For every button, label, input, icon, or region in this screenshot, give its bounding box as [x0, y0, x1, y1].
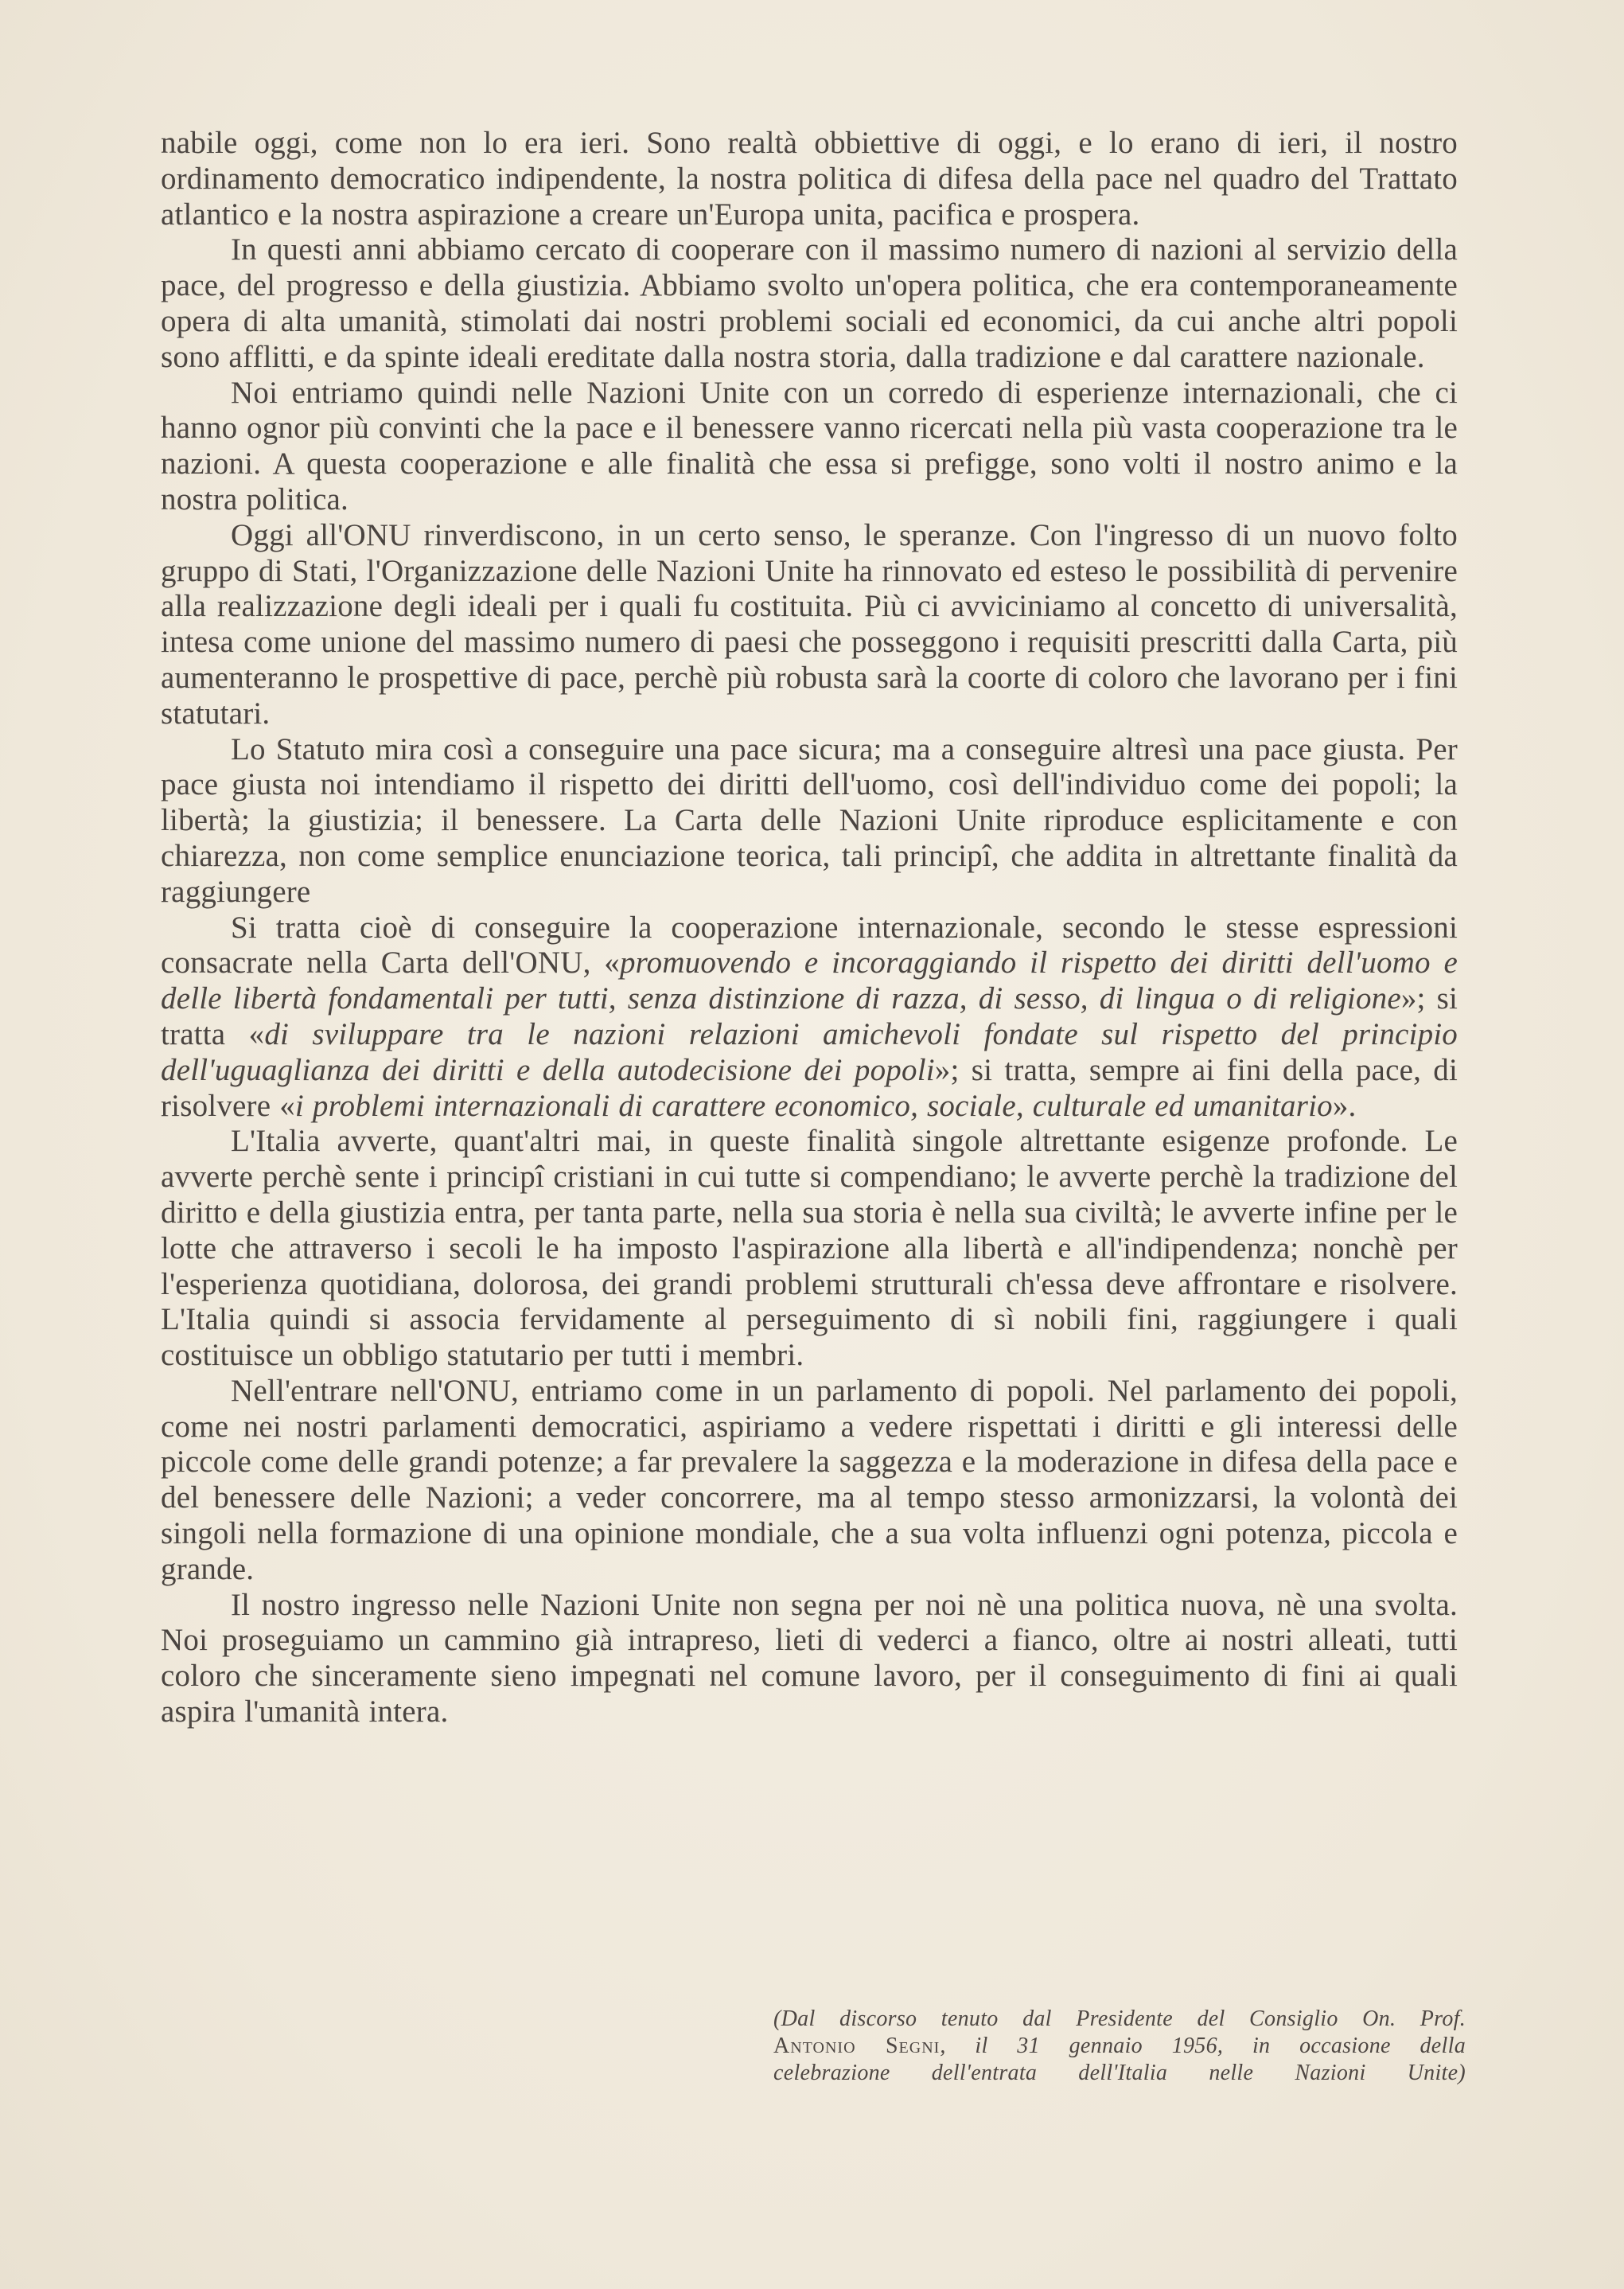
paragraph-text: nabile oggi, come non lo era ieri. Sono realtà obbiettive di oggi, e lo erano di ieri, il nostro ordinamento democratico indipendente, la nostra politica di difesa della pace nel quadro del Trattato atlantico e la nostra aspirazione a creare un'Europa unita, pacifica e prospera.	[161, 126, 1458, 232]
paragraph	[161, 1374, 1458, 1588]
charter-quotation: i problemi internazionali di carattere economico, sociale, culturale ed umanitario	[294, 1088, 1333, 1123]
citation-line-3: celebrazione dell'entrata dell'Italia nelle Nazioni Unite)	[773, 2061, 1466, 2085]
paragraph	[161, 126, 1458, 232]
paragraph-text: Noi entriamo quindi nelle Nazioni Unite con un corredo di esperienze internazionali, che ci hanno ognor più convinti che la pace e il benessere vanno ricercati nella più vasta cooperazione tra le nazioni. A questa cooperazione e alle finalità che essa si prefigge, sono volti il nostro animo e la nostra politica.	[161, 375, 1458, 517]
paragraph-text: Si tratta cioè di conseguire la cooperazione internazionale, secondo le stesse espressioni consacrate nella Carta dell'ONU, «	[161, 910, 1458, 981]
source-citation	[773, 2006, 1466, 2087]
speaker-name: Antonio Segni	[773, 2034, 941, 2058]
citation-line-1: (Dal discorso tenuto dal Presidente del Consiglio On. Prof.	[773, 2006, 1466, 2031]
paragraph	[161, 1588, 1458, 1730]
paragraph-text: Nell'entrare nell'ONU, entriamo come in un parlamento di popoli. Nel parlamento dei popoli, come nei nostri parlamenti democratici, aspiriamo a vedere rispettati i diritti e gli interessi delle piccole come delle grandi potenze; a far prevalere la saggezza e la moderazione in difesa della pace e del benessere delle Nazioni; a veder concorrere, ma al tempo stesso armonizzarsi, la volontà dei singoli nella formazione di una opinione mondiale, che a sua volta influenzi ogni potenza, piccola e grande.	[161, 1373, 1458, 1586]
paragraph	[161, 232, 1458, 375]
paragraph-text: Oggi all'ONU rinverdiscono, in un certo senso, le speranze. Con l'ingresso di un nuovo folto gruppo di Stati, l'Organizzazione delle Nazioni Unite ha rinnovato ed esteso le possibilità di pervenire alla realizzazione degli ideali per i quali fu costituita. Più ci avviciniamo al concetto di universalità, intesa come unione del massimo numero di paesi che posseggono i requisiti prescritti dalla Carta, più aumenteranno le prospettive di pace, perchè più robusta sarà la coorte di coloro che lavorano per i fini statutari.	[161, 517, 1458, 731]
speech-body-text	[161, 126, 1458, 1730]
paragraph-text: In questi anni abbiamo cercato di cooperare con il massimo numero di nazioni al servizio della pace, del progresso e della giustizia. Abbiamo svolto un'opera politica, che era contemporaneamente opera di alta umanità, stimolati dai nostri problemi sociali ed economici, da cui anche altri popoli sono afflitti, e da spinte ideali ereditate dalla nostra storia, dalla tradizione e dal carattere nazionale.	[161, 232, 1458, 374]
charter-quotation: di sviluppare tra le nazioni relazioni amichevoli fondate sul rispetto del principio dell'uguaglianza dei diritti e della autodecisione dei popoli	[161, 1016, 1458, 1087]
paragraph-text: »; si tratta, sempre ai fini della pace, di risolvere «	[161, 1052, 1458, 1123]
paragraph	[161, 376, 1458, 518]
paragraph-text: »; si tratta «	[161, 981, 1458, 1051]
paragraph	[161, 1124, 1458, 1374]
paragraph	[161, 518, 1458, 732]
paragraph-text: L'Italia avverte, quant'altri mai, in queste finalità singole altrettante esigenze profonde. Le avverte perchè sente i principî cristiani in cui tutte si compendiano; le avverte perchè la tradizione del diritto e della giustizia entra, per tanta parte, nella sua storia è nella sua civiltà; le avverte infine per le lotte che attraverso i secoli le ha imposto l'aspirazione alla libertà e all'indipendenza; nonchè per l'esperienza quotidiana, dolorosa, dei grandi problemi strutturali ch'essa deve affrontare e risolvere. L'Italia quindi si associa fervidamente al perseguimento di sì nobili fini, raggiungere i quali costituisce un obbligo statutario per tutti i membri.	[161, 1124, 1458, 1373]
paragraph-text: Lo Statuto mira così a conseguire una pace sicura; ma a conseguire altresì una pace giusta. Per pace giusta noi intendiamo il rispetto dei diritti dell'uomo, così dell'individuo come dei popoli; la libertà; la giustizia; il benessere. La Carta delle Nazioni Unite riproduce esplicitamente e con chiarezza, non come semplice enunciazione teorica, tali principî, che addita in altrettante finalità da raggiungere	[161, 731, 1458, 909]
charter-quotation: promuovendo e incoraggiando il rispetto dei diritti dell'uomo e delle libertà fondamentali per tutti, senza distinzione di razza, di sesso, di lingua o di religione	[161, 946, 1458, 1016]
paragraph-text: ».	[1332, 1088, 1357, 1123]
citation-line-2	[773, 2033, 1466, 2060]
paragraph	[161, 911, 1458, 1125]
citation-date-text: , il 31 gennaio 1956, in occasione della	[940, 2034, 1466, 2058]
paragraph	[161, 732, 1458, 911]
paragraph-text: Il nostro ingresso nelle Nazioni Unite non segna per noi nè una politica nuova, nè una svolta. Noi proseguiamo un cammino già intrapreso, lieti di vederci a fianco, oltre ai nostri alleati, tutti coloro che sinceramente sieno impegnati nel comune lavoro, per il conseguimento di fini ai quali aspira l'umanità intera.	[161, 1587, 1458, 1729]
